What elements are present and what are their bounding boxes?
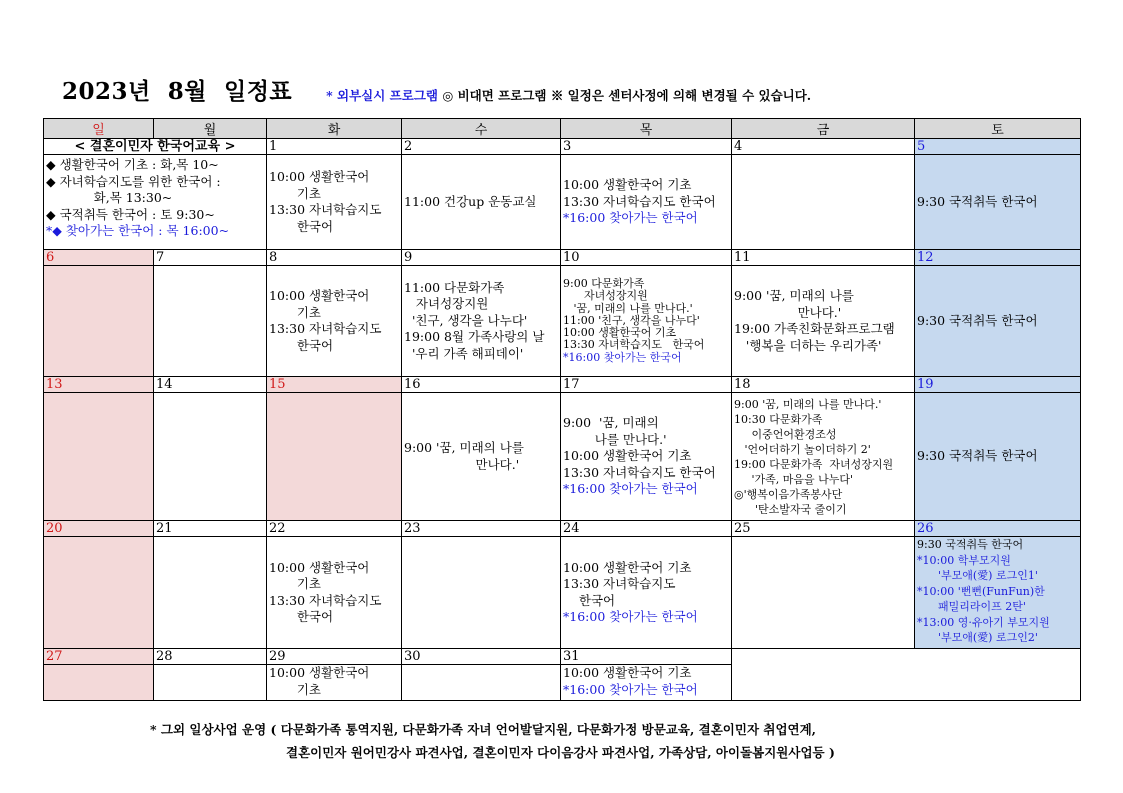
event-text-outdoor: *16:00 찾아가는 한국어 xyxy=(563,481,698,497)
event-day-13 xyxy=(44,393,154,521)
event-text-outdoor: *16:00 찾아가는 한국어 xyxy=(563,210,698,226)
education-line: 화,목 13:30~ xyxy=(46,190,173,205)
event-day-16: 9:00 '꿈, 미래의 나를 만나다.' xyxy=(402,393,561,521)
event-day-22: 10:00 생활한국어 기초 13:30 자녀학습지도 한국어 xyxy=(267,537,402,649)
week3-day-row xyxy=(44,377,1081,393)
event-day-1: 10:00 생활한국어 기초 13:30 자녀학습지도 한국어 xyxy=(267,155,402,250)
day-20: 20 xyxy=(44,521,154,537)
weekday-thu: 목 xyxy=(561,119,732,139)
weekday-sat: 토 xyxy=(915,119,1081,139)
day-13: 13 xyxy=(44,377,154,393)
event-day-29: 10:00 생활한국어 기초 xyxy=(267,665,402,701)
event-text-outdoor: *16:00 찾아가는 한국어 xyxy=(563,681,698,697)
event-day-12: 9:30 국적취득 한국어 xyxy=(915,266,1081,377)
calendar-table xyxy=(43,118,1081,701)
education-line: ◆ 생활한국어 기초 : 화,목 10~ xyxy=(46,157,219,172)
week1-event-row xyxy=(44,155,1081,250)
day-25: 25 xyxy=(732,521,915,537)
event-text: 10:00 생활한국어 기초 13:30 자녀학습지도 한국어 xyxy=(563,177,716,209)
day-3: 3 xyxy=(561,139,732,155)
day-29: 29 xyxy=(267,649,402,665)
legend-notes: ◎ 비대면 프로그램 ※ 일정은 센터사정에 의해 변경될 수 있습니다. xyxy=(442,88,812,103)
day-6: 6 xyxy=(44,250,154,266)
day-17: 17 xyxy=(561,377,732,393)
week4-day-row xyxy=(44,521,1081,537)
weekday-sun: 일 xyxy=(44,119,154,139)
day-22: 22 xyxy=(267,521,402,537)
footer-line-1: * 그외 일상사업 운영 ( 다문화가족 통역지원, 다문화가족 자녀 언어발달지원, 다문화가정 방문교육, 결혼이민자 취업연계, xyxy=(150,722,817,737)
day-21: 21 xyxy=(154,521,267,537)
event-day-26 xyxy=(915,537,1081,649)
footer-line-2: 결혼이민자 원어민강사 파견사업, 결혼이민자 다이음강사 파견사업, 가족상담, 아이돌봄지원사업등 ) xyxy=(286,745,835,760)
event-day-25 xyxy=(732,537,915,649)
education-title: < 결혼이민자 한국어교육 > xyxy=(44,139,267,155)
day-10: 10 xyxy=(561,250,732,266)
event-day-7 xyxy=(154,266,267,377)
education-line: ◆ 자녀학습지도를 위한 한국어 : xyxy=(46,173,221,189)
event-day-30 xyxy=(402,665,561,701)
day-31: 31 xyxy=(561,649,732,665)
title-row xyxy=(62,76,811,106)
event-text: 9:30 국적취득 한국어 xyxy=(917,538,1024,551)
event-day-15 xyxy=(267,393,402,521)
education-line: *◆ 찾아가는 한국어 : 목 16:00~ xyxy=(46,223,230,238)
week5-day-row xyxy=(44,649,1081,665)
day-7: 7 xyxy=(154,250,267,266)
event-day-10 xyxy=(561,266,732,377)
weekday-wed: 수 xyxy=(402,119,561,139)
event-day-23 xyxy=(402,537,561,649)
event-day-31 xyxy=(561,665,732,701)
day-28: 28 xyxy=(154,649,267,665)
week4-event-row xyxy=(44,537,1081,649)
event-day-27 xyxy=(44,665,154,701)
education-info xyxy=(44,155,267,250)
weekday-tue: 화 xyxy=(267,119,402,139)
event-text: 10:00 생활한국어 기초 xyxy=(563,665,692,680)
day-11: 11 xyxy=(732,250,915,266)
weekday-mon: 월 xyxy=(154,119,267,139)
page-title: 2023년 8월 일정표 xyxy=(62,78,293,105)
weekday-fri: 금 xyxy=(732,119,915,139)
empty-tail xyxy=(732,649,1081,701)
day-8: 8 xyxy=(267,250,402,266)
event-day-5: 9:30 국적취득 한국어 xyxy=(915,155,1081,250)
week1-day-row xyxy=(44,139,1081,155)
day-16: 16 xyxy=(402,377,561,393)
footer-note xyxy=(150,718,835,764)
day-23: 23 xyxy=(402,521,561,537)
event-day-11: 9:00 '꿈, 미래의 나를 만나다.' 19:00 가족친화문화프로그램 '행복을 더하는 우리가족' xyxy=(732,266,915,377)
event-day-8: 10:00 생활한국어 기초 13:30 자녀학습지도 한국어 xyxy=(267,266,402,377)
event-day-18: 9:00 '꿈, 미래의 나를 만나다.' 10:30 다문화가족 이중언어환경조성 '언어더하기 놀이더하기 2' 19:00 다문화가족 자녀성장지원 '가족, 마음을 나누다' ◎'행복이음가족봉사단 '탄소발자국 줄이기 xyxy=(732,393,915,521)
day-18: 18 xyxy=(732,377,915,393)
event-text-outdoor: *16:00 찾아가는 한국어 xyxy=(563,350,682,364)
day-24: 24 xyxy=(561,521,732,537)
event-day-14 xyxy=(154,393,267,521)
day-4: 4 xyxy=(732,139,915,155)
event-day-28 xyxy=(154,665,267,701)
day-19: 19 xyxy=(915,377,1081,393)
day-1: 1 xyxy=(267,139,402,155)
event-text: 9:00 '꿈, 미래의 나를 만나다.' 10:00 생활한국어 기초 13:30 자녀학습지도 한국어 xyxy=(563,415,716,480)
education-line: ◆ 국적취득 한국어 : 토 9:30~ xyxy=(46,206,215,222)
event-text-outdoor: *10:00 학부모지원 '부모애(愛) 로그인1' *10:00 '뻔뻔(FunFun)한 패밀리라이프 2탄' *13:00 영·유아기 부모지원 '부모애(愛) 로그인2' xyxy=(917,553,1050,644)
event-day-20 xyxy=(44,537,154,649)
day-12: 12 xyxy=(915,250,1081,266)
day-14: 14 xyxy=(154,377,267,393)
event-day-19: 9:30 국적취득 한국어 xyxy=(915,393,1081,521)
day-9: 9 xyxy=(402,250,561,266)
day-2: 2 xyxy=(402,139,561,155)
event-day-21 xyxy=(154,537,267,649)
event-day-2: 11:00 건강up 운동교실 xyxy=(402,155,561,250)
day-27: 27 xyxy=(44,649,154,665)
day-30: 30 xyxy=(402,649,561,665)
event-text: 10:00 생활한국어 기초 13:30 자녀학습지도 한국어 xyxy=(563,559,692,608)
event-day-24 xyxy=(561,537,732,649)
week2-event-row xyxy=(44,266,1081,377)
event-day-3 xyxy=(561,155,732,250)
event-text: 9:00 다문화가족 자녀성장지원 '꿈, 미래의 나를 만나다.' 11:00 '친구, 생각을 나누다' 10:00 생활한국어 기초 13:30 자녀학습지도 한국어 xyxy=(563,277,705,352)
event-day-4 xyxy=(732,155,915,250)
event-day-9: 11:00 다문화가족 자녀성장지원 '친구, 생각을 나누다' 19:00 8월 가족사랑의 날 '우리 가족 해피데이' xyxy=(402,266,561,377)
legend xyxy=(326,86,811,104)
week2-day-row xyxy=(44,250,1081,266)
event-text-outdoor: *16:00 찾아가는 한국어 xyxy=(563,609,698,624)
day-15: 15 xyxy=(267,377,402,393)
day-5: 5 xyxy=(915,139,1081,155)
weekday-header-row xyxy=(44,119,1081,139)
legend-outdoor: * 외부실시 프로그램 xyxy=(326,88,438,103)
week3-event-row xyxy=(44,393,1081,521)
event-day-6 xyxy=(44,266,154,377)
event-day-17 xyxy=(561,393,732,521)
day-26: 26 xyxy=(915,521,1081,537)
